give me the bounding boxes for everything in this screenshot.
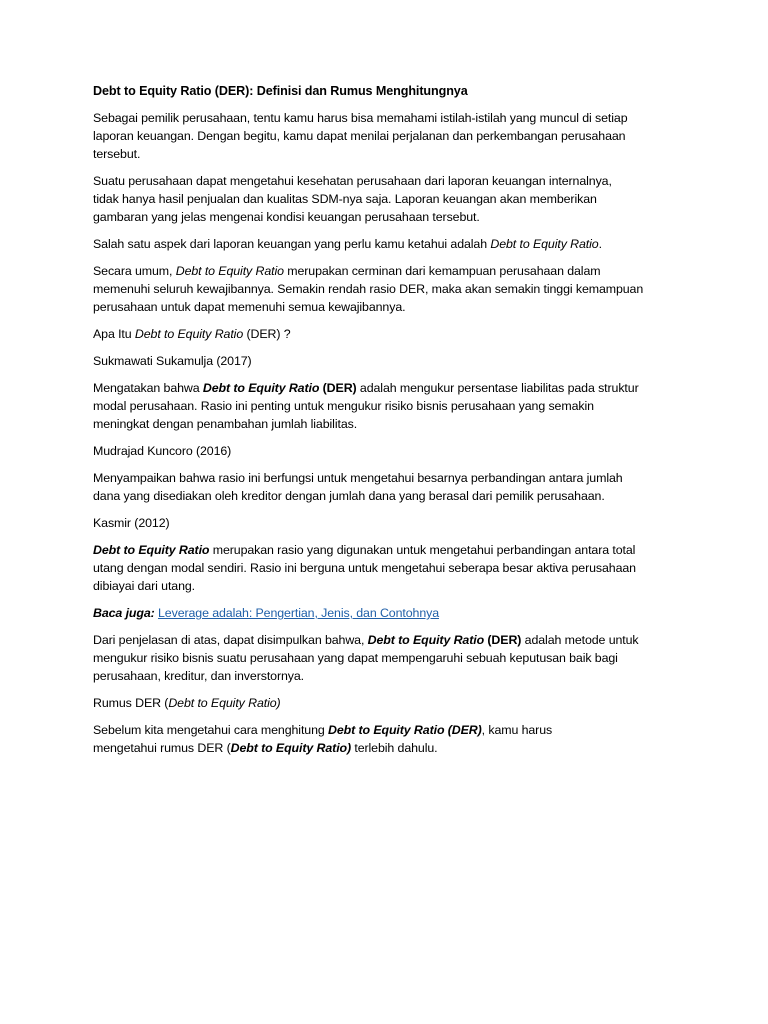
text-run: adalah metode untuk (521, 633, 639, 647)
text-run: Secara umum, (93, 264, 176, 278)
paragraph-line: dana yang disediakan oleh kreditor dengan jumlah dana yang berasal dari pemilik perusahaan. (93, 489, 605, 503)
term-der: Debt to Equity Ratio (367, 633, 485, 647)
term-der: Debt to Equity Ratio (202, 381, 320, 395)
term-der: Debt to Equity Ratio (DER) (328, 723, 482, 737)
text-run: Sebelum kita mengetahui cara menghitung (93, 723, 329, 737)
paragraph-line (93, 262, 676, 280)
bold-run: (DER) (319, 381, 357, 395)
paragraph-line: Sebagai pemilik perusahaan, tentu kamu harus bisa memahami istilah-istilah yang muncul di setiap (93, 111, 628, 125)
paragraph-line: memenuhi seluruh kewajibannya. Semakin rendah rasio DER, maka akan semakin tinggi kemampuan (93, 282, 644, 296)
text-run: Rumus DER ( (93, 696, 169, 710)
text-run: merupakan cerminan dari kemampuan perusahaan dalam (283, 264, 601, 278)
text-run: , kamu harus (481, 723, 553, 737)
paragraph-line: modal perusahaan. Rasio ini penting untuk mengukur risiko bisnis perusahaan yang semakin (93, 399, 594, 413)
paragraph-line (93, 739, 676, 757)
text-run: merupakan rasio yang digunakan untuk mengetahui perbandingan antara total (209, 543, 636, 557)
paragraph-line: perusahaan, kreditur, dan inverstornya. (93, 669, 304, 683)
paragraph-line (93, 721, 676, 739)
source-sukamulja: Sukmawati Sukamulja (2017) (93, 354, 252, 368)
paragraph-line (93, 379, 676, 397)
paragraph-line: tidak hanya hasil penjualan dan kualitas SDM-nya saja. Laporan keuangan akan memberikan (93, 192, 597, 206)
paragraph-line: tersebut. (93, 147, 141, 161)
term-der: Debt to Equity Ratio (175, 264, 284, 278)
paragraph-line: perusahaan untuk dapat memenuhi semua kewajibannya. (93, 300, 406, 314)
paragraph-line (93, 631, 676, 649)
paragraph-line: gambaran yang jelas mengenai kondisi keuangan perusahaan tersebut. (93, 210, 480, 224)
paragraph-financial-health (93, 172, 676, 226)
text-run: Apa Itu (93, 327, 135, 341)
paragraph-kasmir (93, 541, 676, 595)
term-der: Debt to Equity Ratio (134, 327, 244, 341)
source-kasmir: Kasmir (2012) (93, 516, 170, 530)
paragraph-general (93, 262, 676, 316)
text-run: Dari penjelasan di atas, dapat disimpulkan bahwa, (93, 633, 368, 647)
text-run: Mengatakan bahwa (93, 381, 203, 395)
paragraph-conclusion (93, 631, 676, 685)
document-title: Debt to Equity Ratio (DER): Definisi dan Rumus Menghitungnya (93, 84, 468, 98)
paragraph-line: Menyampaikan bahwa rasio ini berfungsi untuk mengetahui besarnya perbandingan antara jumlah (93, 471, 623, 485)
text-run: terlebih dahulu. (351, 741, 438, 755)
term-der: Debt to Equity Ratio (490, 237, 599, 251)
bold-run: (DER) (484, 633, 522, 647)
paragraph-line: mengukur risiko bisnis suatu perusahaan yang dapat mempengaruhi sebuah keputusan baik bagi (93, 651, 618, 665)
leverage-article-link[interactable]: Leverage adalah: Pengertian, Jenis, dan Contohnya (158, 606, 439, 620)
section-heading-what-is-der (93, 325, 676, 343)
text-run: (DER) ? (243, 327, 291, 341)
paragraph-intro (93, 109, 676, 163)
text-run: . (598, 237, 602, 251)
read-also (93, 604, 676, 622)
term-der: Debt to Equity Ratio (93, 543, 210, 557)
source-kuncoro: Mudrajad Kuncoro (2016) (93, 444, 232, 458)
paragraph-line: laporan keuangan. Dengan begitu, kamu dapat menilai perjalanan dan perkembangan perusahaan (93, 129, 626, 143)
paragraph-line: Suatu perusahaan dapat mengetahui kesehatan perusahaan dari laporan keuangan internalnya, (93, 174, 612, 188)
paragraph-line: dibiayai dari utang. (93, 579, 196, 593)
text-run: Salah satu aspek dari laporan keuangan yang perlu kamu ketahui adalah (93, 237, 491, 251)
section-heading-der-formula (93, 694, 676, 712)
term-der: Debt to Equity Ratio) (168, 696, 281, 710)
text-run: mengetahui rumus DER ( (93, 741, 231, 755)
paragraph-sukamulja (93, 379, 676, 433)
paragraph-formula-intro (93, 721, 676, 757)
paragraph-line: meningkat dengan penambahan jumlah liabilitas. (93, 417, 358, 431)
text-run: adalah mengukur persentase liabilitas pada struktur (356, 381, 639, 395)
paragraph-line: utang dengan modal sendiri. Rasio ini berguna untuk mengetahui seberapa besar aktiva perusahaan (93, 561, 636, 575)
read-also-label: Baca juga: (93, 606, 155, 620)
paragraph-kuncoro (93, 469, 676, 505)
paragraph-aspect (93, 235, 676, 253)
paragraph-line (93, 541, 676, 559)
term-der: Debt to Equity Ratio) (230, 741, 352, 755)
